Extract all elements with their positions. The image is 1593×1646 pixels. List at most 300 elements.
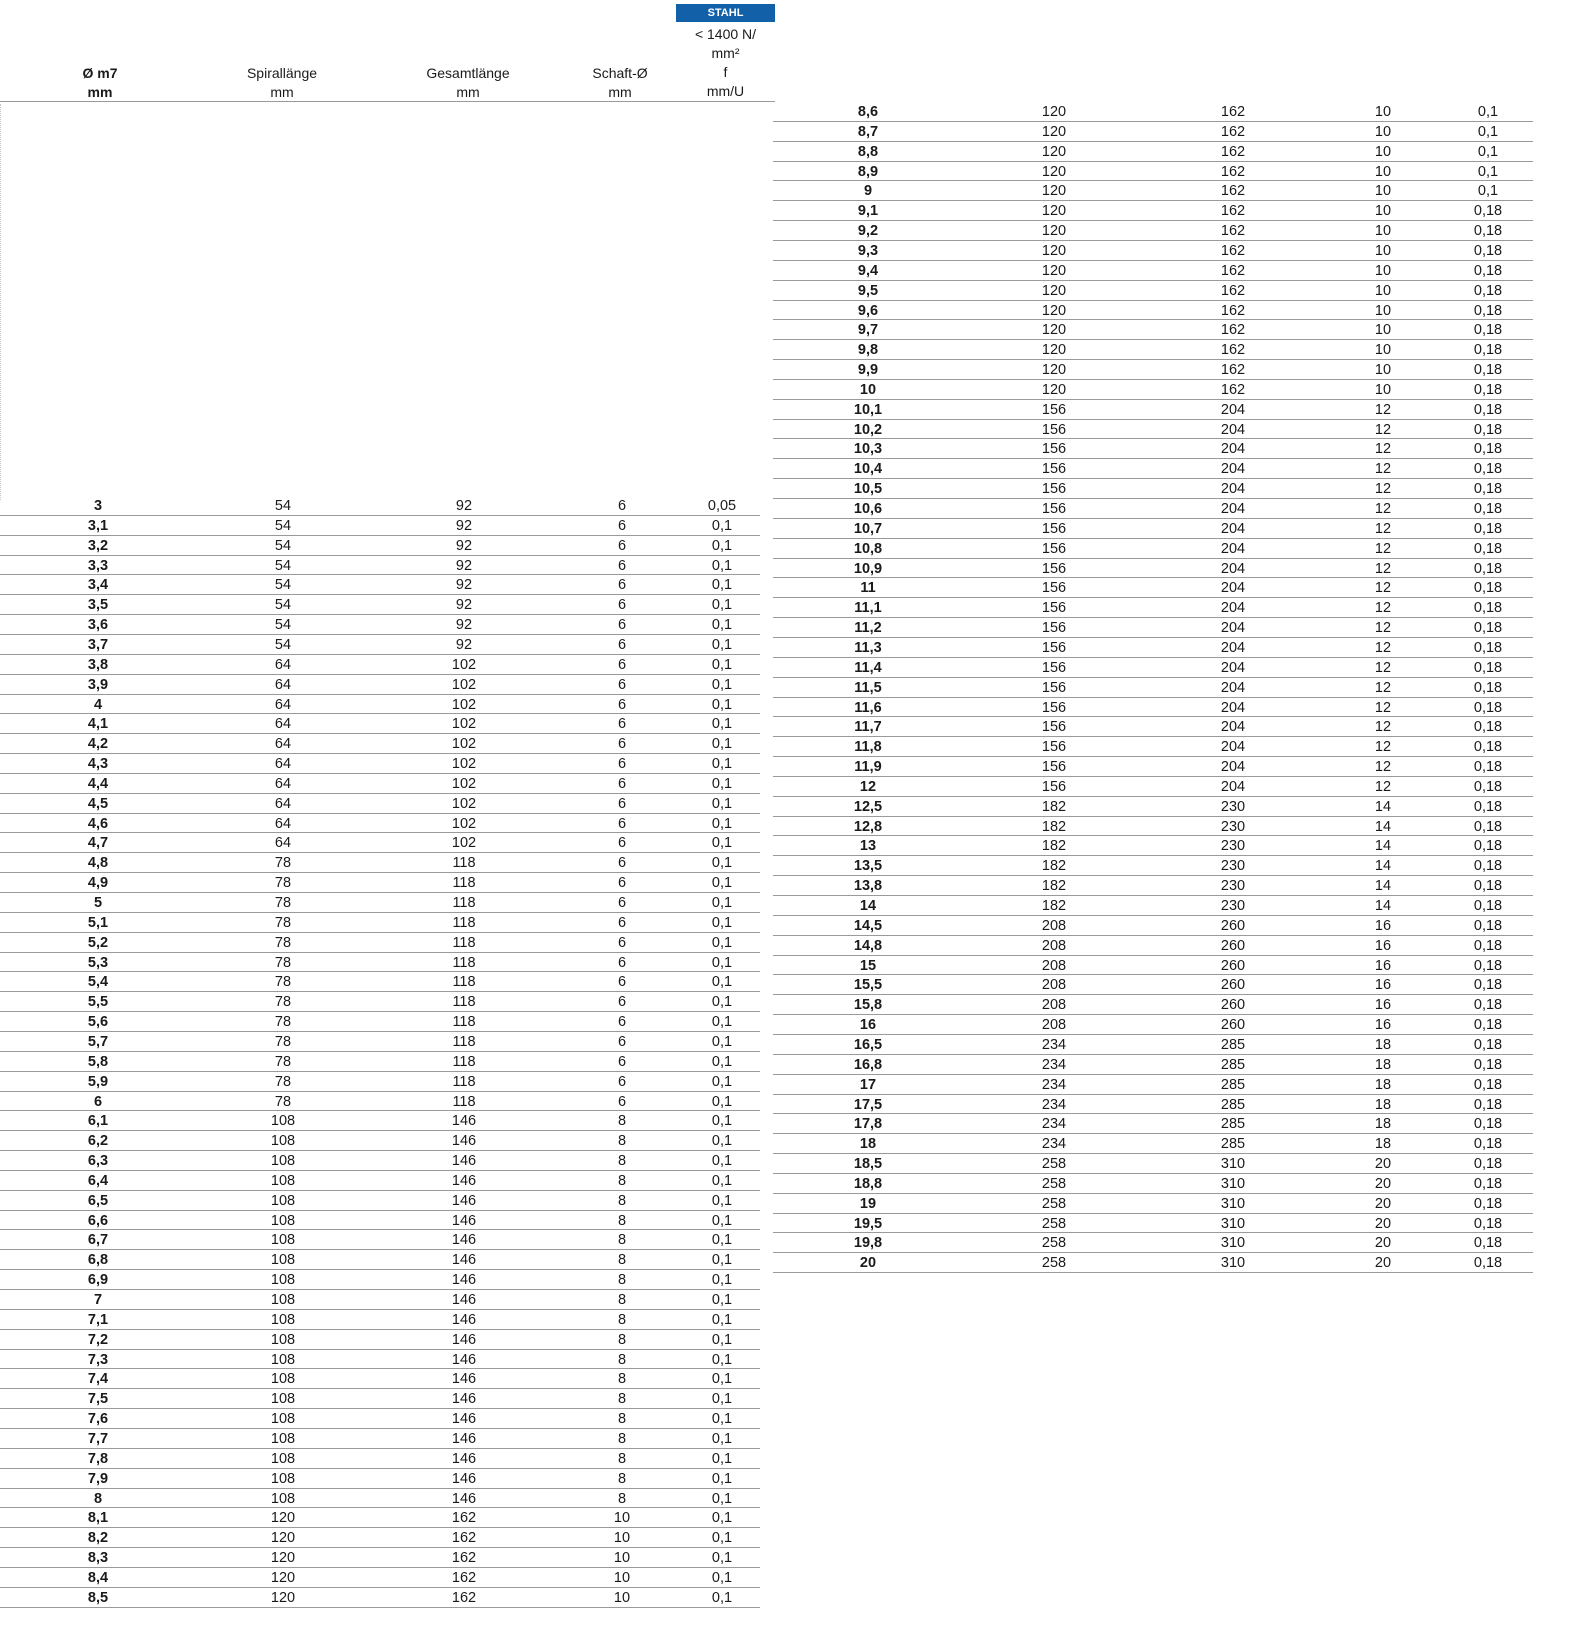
cell-flute-length: 156 [1041, 520, 1067, 537]
cell-total-length: 230 [1220, 798, 1246, 815]
cell-shank-diameter: 16 [1374, 997, 1392, 1014]
cell-feed: 0,18 [1473, 957, 1503, 974]
cell-shank-diameter: 6 [617, 1073, 627, 1090]
cell-flute-length: 64 [274, 736, 292, 753]
cell-diameter: 8 [93, 1490, 103, 1507]
cell-flute-length: 108 [270, 1192, 296, 1209]
cell-feed: 0,1 [711, 1351, 733, 1368]
table-row [0, 1528, 760, 1548]
cell-diameter: 4,2 [87, 736, 109, 753]
table-row [773, 340, 1533, 360]
cell-diameter: 7,4 [87, 1371, 109, 1388]
cell-total-length: 204 [1220, 639, 1246, 656]
cell-feed: 0,1 [711, 895, 733, 911]
cell-flute-length: 108 [270, 1411, 296, 1428]
table-row [773, 142, 1533, 162]
cell-feed: 0,18 [1473, 501, 1503, 517]
cell-diameter: 18,5 [853, 1156, 883, 1173]
cell-diameter: 4,1 [87, 716, 109, 733]
table-row [773, 301, 1533, 321]
cell-feed: 0,1 [1477, 104, 1499, 120]
cell-shank-diameter: 10 [1374, 262, 1392, 279]
cell-total-length: 260 [1220, 957, 1246, 974]
cell-shank-diameter: 8 [617, 1292, 627, 1308]
cell-diameter: 17 [859, 1076, 877, 1093]
cell-shank-diameter: 12 [1374, 739, 1392, 756]
cell-feed: 0,1 [711, 716, 733, 733]
table-row [0, 1489, 760, 1509]
cell-shank-diameter: 6 [617, 934, 627, 951]
cell-flute-length: 156 [1041, 401, 1067, 418]
cell-shank-diameter: 12 [1374, 600, 1392, 617]
cell-diameter: 16,5 [853, 1036, 883, 1053]
table-row [0, 794, 760, 814]
cell-total-length: 162 [451, 1569, 477, 1586]
cell-shank-diameter: 6 [617, 656, 627, 673]
cell-flute-length: 120 [1041, 123, 1067, 140]
table-row [0, 913, 760, 933]
cell-diameter: 8,5 [87, 1589, 109, 1606]
cell-total-length: 162 [1220, 242, 1246, 259]
cell-feed: 0,1 [711, 1490, 733, 1507]
cell-diameter: 10,7 [853, 520, 883, 537]
header-diameter-label: Ø m7 [82, 65, 118, 81]
table-row [0, 833, 760, 853]
cell-diameter: 19 [859, 1195, 877, 1212]
cell-flute-length: 120 [1041, 223, 1067, 240]
cell-feed: 0,18 [1473, 381, 1503, 398]
cell-feed: 0,1 [711, 1113, 733, 1130]
cell-shank-diameter: 12 [1374, 421, 1392, 438]
cell-flute-length: 156 [1041, 739, 1067, 756]
cell-flute-length: 78 [274, 875, 292, 892]
cell-diameter: 8,1 [87, 1510, 109, 1527]
cell-flute-length: 78 [274, 1033, 292, 1050]
cell-flute-length: 120 [1041, 381, 1067, 398]
cell-total-length: 260 [1220, 1017, 1246, 1034]
header-diameter-unit: mm [87, 84, 113, 100]
cell-diameter: 15,8 [853, 997, 883, 1014]
cell-feed: 0,1 [711, 676, 733, 693]
header-feed-symbol: f [723, 64, 728, 80]
cell-diameter: 4,6 [87, 815, 109, 832]
cell-shank-diameter: 8 [617, 1430, 627, 1447]
cell-feed: 0,18 [1473, 461, 1503, 478]
table-row [0, 972, 760, 992]
cell-shank-diameter: 10 [613, 1510, 631, 1527]
cell-flute-length: 54 [274, 537, 292, 554]
cell-flute-length: 156 [1041, 441, 1067, 458]
cell-shank-diameter: 10 [613, 1569, 631, 1586]
table-row [773, 916, 1533, 936]
cell-shank-diameter: 16 [1374, 957, 1392, 974]
cell-total-length: 260 [1220, 997, 1246, 1014]
cell-feed: 0,1 [711, 1212, 733, 1229]
cell-flute-length: 54 [274, 636, 292, 653]
cell-diameter: 10,1 [853, 401, 883, 418]
cell-flute-length: 64 [274, 775, 292, 792]
cell-diameter: 11,7 [854, 719, 882, 736]
cell-total-length: 118 [452, 974, 476, 991]
cell-shank-diameter: 14 [1374, 818, 1392, 835]
cell-flute-length: 182 [1041, 798, 1067, 815]
cell-flute-length: 108 [270, 1450, 296, 1467]
table-row [0, 1191, 760, 1211]
cell-feed: 0,1 [711, 1589, 733, 1606]
cell-total-length: 146 [451, 1172, 477, 1189]
cell-feed: 0,1 [711, 577, 733, 594]
cell-flute-length: 156 [1041, 620, 1067, 637]
cell-shank-diameter: 8 [617, 1113, 627, 1130]
cell-shank-diameter: 12 [1374, 679, 1392, 696]
cell-flute-length: 258 [1041, 1255, 1067, 1272]
cell-total-length: 204 [1220, 699, 1246, 716]
table-row [0, 1211, 760, 1231]
cell-flute-length: 78 [274, 1053, 292, 1070]
cell-diameter: 13 [859, 838, 877, 855]
cell-feed: 0,18 [1473, 1255, 1503, 1272]
cell-total-length: 204 [1220, 778, 1246, 795]
cell-feed: 0,18 [1473, 282, 1503, 299]
cell-flute-length: 120 [1041, 242, 1067, 259]
table-row [0, 992, 760, 1012]
cell-total-length: 162 [1220, 322, 1246, 339]
cell-diameter: 5,6 [87, 1014, 109, 1031]
cell-total-length: 310 [1220, 1195, 1246, 1212]
cell-shank-diameter: 6 [617, 1093, 627, 1110]
table-row [0, 1568, 760, 1588]
cell-shank-diameter: 20 [1374, 1156, 1392, 1173]
cell-feed: 0,1 [711, 1569, 733, 1586]
cell-shank-diameter: 10 [1374, 223, 1392, 240]
table-row [773, 995, 1533, 1015]
cell-feed: 0,18 [1473, 659, 1503, 676]
cell-flute-length: 78 [274, 914, 292, 931]
cell-diameter: 16 [859, 1017, 877, 1034]
cell-feed: 0,18 [1473, 679, 1503, 696]
cell-diameter: 7,1 [87, 1311, 109, 1328]
cell-total-length: 92 [455, 597, 473, 614]
empty-area-marker [0, 104, 7, 500]
cell-diameter: 6,8 [87, 1252, 109, 1269]
cell-diameter: 6,9 [87, 1272, 109, 1289]
table-row [773, 896, 1533, 916]
cell-diameter: 7,9 [87, 1470, 109, 1487]
cell-feed: 0,18 [1473, 917, 1503, 934]
cell-flute-length: 156 [1041, 481, 1067, 498]
cell-diameter: 3,6 [87, 617, 109, 634]
cell-flute-length: 78 [274, 895, 292, 911]
cell-diameter: 11,8 [854, 739, 882, 756]
cell-diameter: 3,3 [87, 557, 109, 574]
cell-shank-diameter: 6 [617, 895, 627, 911]
cell-shank-diameter: 20 [1374, 1175, 1392, 1192]
cell-shank-diameter: 18 [1374, 1076, 1392, 1093]
cell-flute-length: 234 [1041, 1036, 1067, 1053]
header-feed-strength-unit: mm² [711, 45, 740, 61]
cell-shank-diameter: 8 [617, 1192, 627, 1209]
cell-flute-length: 78 [274, 974, 292, 991]
cell-flute-length: 108 [270, 1153, 296, 1170]
cell-flute-length: 78 [274, 954, 292, 971]
cell-flute-length: 54 [274, 517, 292, 534]
cell-feed: 0,18 [1473, 838, 1503, 855]
cell-feed: 0,18 [1473, 620, 1503, 637]
cell-feed: 0,1 [711, 1450, 733, 1467]
cell-total-length: 204 [1220, 560, 1246, 577]
cell-flute-length: 156 [1041, 759, 1067, 776]
cell-shank-diameter: 18 [1374, 1136, 1392, 1153]
header-flute-length [222, 64, 342, 102]
cell-diameter: 10,6 [853, 501, 883, 517]
table-row [773, 221, 1533, 241]
cell-diameter: 17,8 [853, 1116, 883, 1133]
cell-diameter: 5,4 [87, 974, 109, 991]
cell-total-length: 204 [1220, 441, 1246, 458]
cell-total-length: 92 [455, 537, 473, 554]
cell-diameter: 14,5 [853, 917, 883, 934]
table-row [773, 320, 1533, 340]
cell-total-length: 118 [452, 1033, 476, 1050]
cell-total-length: 102 [451, 775, 477, 792]
cell-flute-length: 54 [274, 557, 292, 574]
table-row [773, 439, 1533, 459]
table-row [0, 575, 760, 595]
cell-flute-length: 120 [1041, 282, 1067, 299]
cell-flute-length: 156 [1041, 778, 1067, 795]
cell-total-length: 146 [451, 1430, 477, 1447]
table-row [773, 539, 1533, 559]
cell-shank-diameter: 8 [617, 1133, 627, 1150]
cell-shank-diameter: 8 [617, 1232, 627, 1249]
cell-total-length: 204 [1220, 481, 1246, 498]
cell-feed: 0,1 [711, 1014, 733, 1031]
cell-diameter: 9,5 [857, 282, 879, 299]
cell-shank-diameter: 20 [1374, 1235, 1392, 1252]
cell-total-length: 92 [455, 636, 473, 653]
cell-shank-diameter: 10 [1374, 104, 1392, 120]
cell-total-length: 162 [1220, 381, 1246, 398]
cell-flute-length: 108 [270, 1311, 296, 1328]
header-shank-diameter-label: Schaft-Ø [592, 65, 648, 81]
table-row [0, 595, 760, 615]
cell-flute-length: 120 [270, 1569, 296, 1586]
cell-diameter: 11,6 [854, 699, 882, 716]
cell-diameter: 15,5 [853, 977, 883, 994]
cell-total-length: 310 [1220, 1235, 1246, 1252]
cell-feed: 0,18 [1473, 1017, 1503, 1034]
cell-shank-diameter: 10 [1374, 123, 1392, 140]
cell-total-length: 204 [1220, 540, 1246, 557]
cell-diameter: 4,8 [87, 855, 109, 872]
material-badge: STAHL [676, 4, 775, 22]
cell-feed: 0,18 [1473, 1235, 1503, 1252]
table-row [773, 559, 1533, 579]
header-diameter [60, 64, 140, 102]
table-row [0, 1588, 760, 1608]
cell-feed: 0,1 [711, 875, 733, 892]
cell-diameter: 11,3 [854, 639, 882, 656]
cell-shank-diameter: 14 [1374, 878, 1392, 895]
cell-diameter: 5,1 [87, 914, 109, 931]
cell-feed: 0,1 [711, 1232, 733, 1249]
cell-shank-diameter: 6 [617, 835, 627, 852]
cell-flute-length: 64 [274, 815, 292, 832]
cell-total-length: 285 [1220, 1056, 1246, 1073]
cell-diameter: 18 [859, 1136, 877, 1153]
cell-feed: 0,1 [711, 617, 733, 634]
cell-total-length: 260 [1220, 937, 1246, 954]
cell-diameter: 8,7 [857, 123, 879, 140]
cell-total-length: 102 [451, 756, 477, 773]
cell-diameter: 6,4 [87, 1172, 109, 1189]
cell-shank-diameter: 10 [1374, 242, 1392, 259]
cell-diameter: 9,3 [857, 242, 879, 259]
cell-feed: 0,1 [711, 994, 733, 1011]
cell-diameter: 10,9 [853, 560, 883, 577]
cell-diameter: 10 [859, 381, 877, 398]
table-row [0, 853, 760, 873]
cell-feed: 0,1 [711, 1311, 733, 1328]
table-row [0, 873, 760, 893]
table-row [0, 1230, 760, 1250]
cell-flute-length: 120 [1041, 302, 1067, 319]
cell-feed: 0,18 [1473, 1175, 1503, 1192]
cell-total-length: 204 [1220, 739, 1246, 756]
table-row [773, 975, 1533, 995]
cell-diameter: 11 [860, 580, 876, 597]
cell-feed: 0,18 [1473, 342, 1503, 359]
cell-feed: 0,18 [1473, 600, 1503, 617]
cell-diameter: 8,6 [857, 104, 879, 120]
cell-feed: 0,1 [711, 1510, 733, 1527]
cell-feed: 0,18 [1473, 878, 1503, 895]
table-row [0, 1330, 760, 1350]
table-row [0, 953, 760, 973]
cell-feed: 0,1 [1477, 143, 1499, 160]
cell-shank-diameter: 10 [1374, 342, 1392, 359]
cell-flute-length: 208 [1041, 1017, 1067, 1034]
cell-total-length: 146 [451, 1133, 477, 1150]
table-row [0, 496, 760, 516]
cell-flute-length: 182 [1041, 818, 1067, 835]
cell-total-length: 146 [451, 1292, 477, 1308]
cell-shank-diameter: 10 [613, 1530, 631, 1547]
cell-shank-diameter: 6 [617, 875, 627, 892]
cell-shank-diameter: 6 [617, 517, 627, 534]
cell-total-length: 162 [451, 1530, 477, 1547]
cell-flute-length: 120 [1041, 163, 1067, 180]
table-row [773, 360, 1533, 380]
cell-shank-diameter: 6 [617, 557, 627, 574]
cell-flute-length: 120 [270, 1510, 296, 1527]
cell-shank-diameter: 10 [1374, 381, 1392, 398]
cell-flute-length: 234 [1041, 1096, 1067, 1113]
cell-feed: 0,18 [1473, 1156, 1503, 1173]
table-row [0, 1369, 760, 1389]
cell-feed: 0,1 [711, 1093, 733, 1110]
cell-feed: 0,1 [711, 1430, 733, 1447]
table-row [0, 556, 760, 576]
table-row [0, 1469, 760, 1489]
cell-feed: 0,1 [711, 656, 733, 673]
cell-shank-diameter: 8 [617, 1351, 627, 1368]
cell-total-length: 162 [1220, 362, 1246, 379]
cell-shank-diameter: 14 [1374, 858, 1392, 875]
cell-flute-length: 120 [1041, 322, 1067, 339]
cell-total-length: 230 [1220, 858, 1246, 875]
table-row [0, 734, 760, 754]
cell-feed: 0,18 [1473, 1136, 1503, 1153]
cell-flute-length: 108 [270, 1351, 296, 1368]
table-row [773, 777, 1533, 797]
cell-shank-diameter: 6 [617, 676, 627, 693]
cell-total-length: 102 [451, 795, 477, 812]
cell-diameter: 5,3 [87, 954, 109, 971]
cell-diameter: 3,4 [87, 577, 109, 594]
cell-total-length: 162 [451, 1510, 477, 1527]
cell-shank-diameter: 10 [613, 1550, 631, 1567]
cell-total-length: 118 [452, 1093, 476, 1110]
table-row [773, 281, 1533, 301]
cell-feed: 0,1 [711, 1550, 733, 1567]
cell-total-length: 204 [1220, 461, 1246, 478]
cell-total-length: 102 [451, 736, 477, 753]
cell-flute-length: 234 [1041, 1076, 1067, 1093]
table-row [773, 122, 1533, 142]
cell-total-length: 204 [1220, 401, 1246, 418]
table-row [773, 817, 1533, 837]
cell-diameter: 11,2 [854, 620, 882, 637]
table-row [0, 1350, 760, 1370]
cell-shank-diameter: 10 [1374, 143, 1392, 160]
table-row [773, 1055, 1533, 1075]
cell-feed: 0,18 [1473, 798, 1503, 815]
cell-flute-length: 108 [270, 1470, 296, 1487]
cell-total-length: 204 [1220, 659, 1246, 676]
cell-flute-length: 54 [274, 617, 292, 634]
header-feed [676, 25, 775, 101]
table-row [773, 836, 1533, 856]
cell-diameter: 7,6 [87, 1411, 109, 1428]
cell-feed: 0,18 [1473, 1096, 1503, 1113]
cell-shank-diameter: 6 [617, 914, 627, 931]
cell-shank-diameter: 12 [1374, 501, 1392, 517]
cell-total-length: 118 [452, 875, 476, 892]
cell-feed: 0,1 [711, 696, 733, 713]
cell-shank-diameter: 8 [617, 1252, 627, 1269]
table-row [773, 380, 1533, 400]
table-row [773, 638, 1533, 658]
cell-feed: 0,1 [711, 736, 733, 753]
cell-flute-length: 156 [1041, 600, 1067, 617]
header-feed-unit: mm/U [706, 83, 745, 99]
table-row [773, 956, 1533, 976]
cell-total-length: 310 [1220, 1156, 1246, 1173]
cell-total-length: 92 [455, 517, 473, 534]
cell-shank-diameter: 12 [1374, 560, 1392, 577]
cell-diameter: 19,8 [853, 1235, 883, 1252]
cell-diameter: 11,9 [854, 759, 882, 776]
table-row [773, 1154, 1533, 1174]
cell-feed: 0,05 [707, 498, 737, 514]
cell-feed: 0,1 [711, 835, 733, 852]
cell-total-length: 260 [1220, 917, 1246, 934]
cell-flute-length: 208 [1041, 977, 1067, 994]
cell-shank-diameter: 10 [1374, 322, 1392, 339]
table-row [0, 1072, 760, 1092]
cell-total-length: 285 [1220, 1136, 1246, 1153]
